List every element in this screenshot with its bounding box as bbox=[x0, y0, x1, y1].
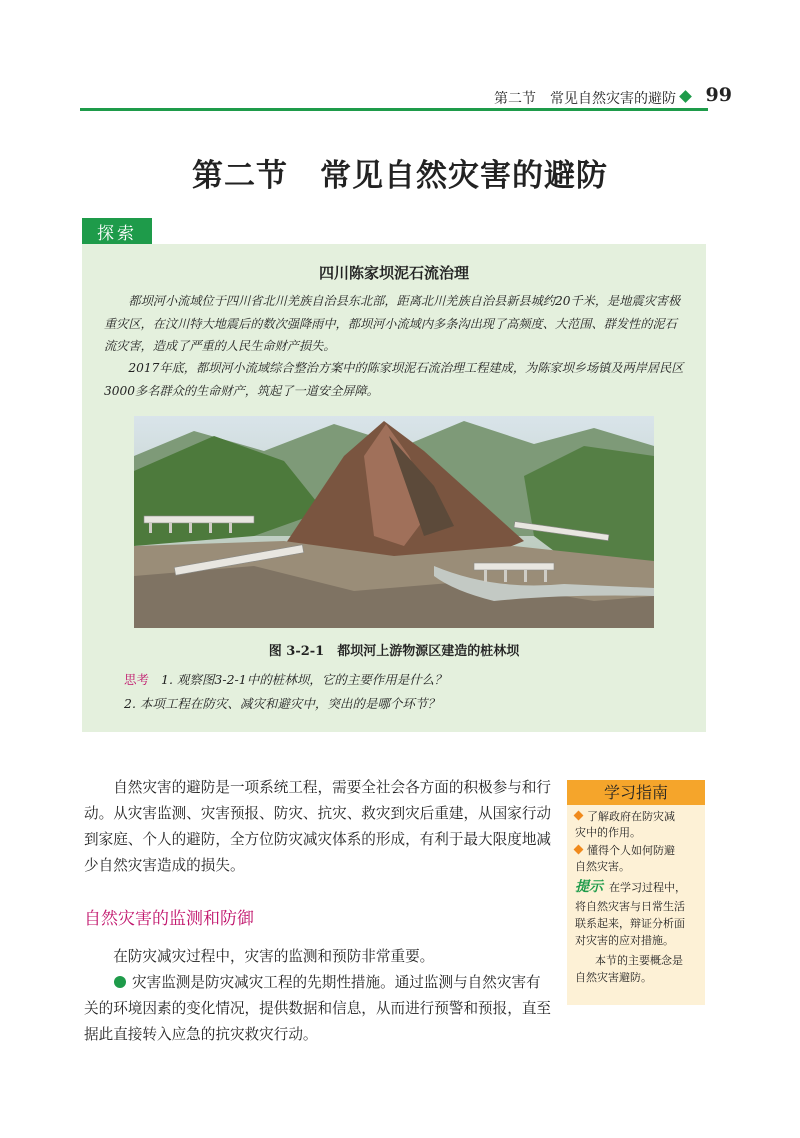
guide-goal: 了解政府在防灾减 bbox=[575, 809, 675, 825]
bullet-text: 灾害监测是防灾减灾工程的先期性措施。通过监测与自然灾害有关的环境因素的变化情况，提供数据和信息，从而进行预警和预报，直至据此直接转入应急的抗灾救灾行动。 bbox=[84, 974, 552, 1043]
body-paragraph: 在防灾减灾过程中，灾害的监测和预防非常重要。 bbox=[113, 948, 435, 965]
guide-concept: 本节的主要概念是 bbox=[595, 954, 683, 967]
bullet-paragraph bbox=[84, 970, 554, 1048]
study-guide-title: 学习指南 bbox=[567, 780, 705, 805]
section-heading: 自然灾害的监测和防御 bbox=[84, 909, 254, 929]
explore-tag: 探索 bbox=[82, 218, 152, 244]
guide-tip: 提示 在学习过程中， bbox=[575, 879, 686, 895]
explore-title: 四川陈家坝泥石流治理 bbox=[318, 264, 469, 282]
diamond-icon bbox=[574, 811, 584, 821]
think-block bbox=[124, 668, 447, 716]
explore-paragraph: 2017年底，都坝河小流域综合整治方案中的陈家坝泥石流治理工程建成，为陈家坝乡场镇及两岸居民区3000多名群众的生命财产，筑起了一道安全屏障。 bbox=[104, 361, 684, 398]
diamond-icon bbox=[679, 90, 692, 103]
pile-dam-photo bbox=[134, 416, 654, 628]
study-guide-box bbox=[567, 805, 705, 1005]
think-question: 2. 本项工程在防灾、减灾和避灾中，突出的是哪个环节？ bbox=[124, 696, 440, 711]
think-line bbox=[124, 668, 447, 692]
guide-goal: 自然灾害。 bbox=[575, 860, 630, 873]
guide-tip: 联系起来，辩证分析面 bbox=[575, 917, 685, 930]
intro-paragraph: 自然灾害的避防是一项系统工程，需要全社会各方面的积极参与和行动。从灾害监测、灾害预报、防灾、抗灾、救灾到灾后重建，从国家行动到家庭、个人的避防，全方位防灾减灾体系的形成，有利于最大限度地减少自然灾害造成的损失。 bbox=[84, 779, 552, 874]
page-number: 99 bbox=[705, 84, 732, 106]
explore-paragraph: 都坝河小流域位于四川省北川羌族自治县东北部，距离北川羌族自治县新县城约20千米，是地震灾害极重灾区，在汶川特大地震后的数次强降雨中，都坝河小流域内多条沟出现了高频度、大范围、群发性的泥石流灾害，造成了严重的人民生命财产损失。 bbox=[104, 294, 681, 353]
diamond-icon bbox=[574, 845, 584, 855]
think-label: 思考 bbox=[124, 672, 150, 687]
figure-caption: 图 3-2-1 都坝河上游物源区建造的桩林坝 bbox=[268, 644, 520, 659]
guide-concept: 自然灾害避防。 bbox=[575, 971, 652, 984]
explore-box bbox=[82, 244, 706, 732]
tip-label: 提示 bbox=[575, 879, 603, 895]
think-question: 1. 观察图3-2-1中的桩林坝，它的主要作用是什么？ bbox=[161, 672, 447, 687]
running-title: 第二节 常见自然灾害的避防 bbox=[494, 91, 676, 107]
running-header bbox=[80, 84, 732, 110]
guide-tip: 将自然灾害与日常生活 bbox=[575, 900, 685, 913]
guide-goal: 懂得个人如何防避 bbox=[575, 843, 675, 859]
page-title: 第二节 常见自然灾害的避防 bbox=[192, 158, 608, 194]
header-rule bbox=[80, 108, 708, 111]
guide-goal: 灾中的作用。 bbox=[575, 826, 641, 839]
guide-tip: 对灾害的应对措施。 bbox=[575, 934, 674, 947]
bullet-icon bbox=[114, 976, 126, 988]
